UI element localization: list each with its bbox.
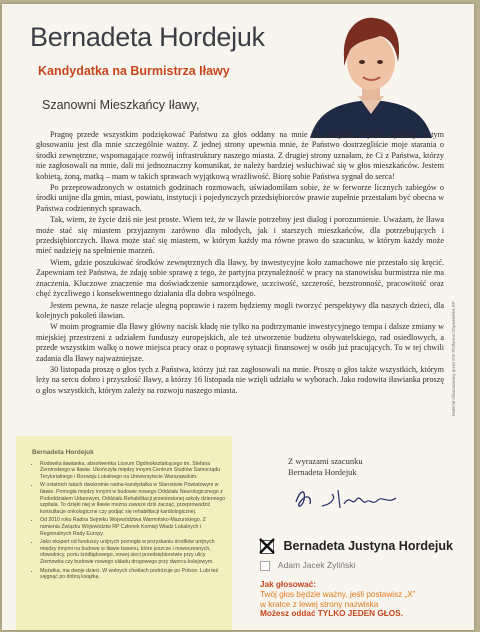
letter-paragraph: Tak, wiem, że życie dziś nie jest proste. Wiem też, że w Iławie potrzebny jest dialog i porozumienie. Uważam, że Iława może stać się miastem przyjaznym zarówno dla młodych, jak i starszych mieszkańców, dla potrzebujących i przedsiębiorczych. Iława może stać się miastem, w którym każdy ma równe prawo do szacunku, w którym każdy może mieć nadzieję na spełnienie marzeń. xyxy=(36,215,444,256)
letter-paragraph: 30 listopada proszę o głos tych z Państwa, którzy już raz zagłosowali na mnie. Proszę o głos także wszystkich, którym leży na sercu dobro i przyszłość Iławy, a którzy 16 listopada nie wzięli udziału w wyborach. Jako rodowita iławianka proszę o głos wszystkich, którym zależy na rozwoju naszego miasta. xyxy=(36,364,444,395)
closing-line: Z wyrazami szacunku xyxy=(288,456,363,466)
closing-name: Bernadeta Hordejuk xyxy=(288,467,357,477)
ballot-checkbox[interactable] xyxy=(260,561,270,571)
x-mark-icon xyxy=(258,537,276,555)
candidate-name: Bernadeta Hordejuk xyxy=(30,22,265,52)
leaflet xyxy=(2,4,474,630)
bio-panel xyxy=(16,436,232,630)
voting-instructions xyxy=(260,580,415,619)
financing-note: Materiał sfinansowany przez KW Platforma Obywatelska RP xyxy=(451,301,456,416)
salutation: Szanowni Mieszkańcy Iławy, xyxy=(42,98,200,112)
bio-item: • Rodowita iławianka, absolwentka Liceum Ogólnokształcącego im. Stefana Żeromskiego w Iławie. Ukończyła między innymi Centrum Studiów Samorządu Terytorialnego i Rozwoju Lokalnego na Uniwersytecie Warszawskim. xyxy=(40,461,226,481)
bio-item: • W ostatnich latach dwukrotnie radna-kandydatka w Starostwie Powiatowym w Iławie. Pomogła między innymi w budowie nowego Oddziału Neurologicznego z Pododdziałem Udarowym, Oddziału Rehabilitacji przeniesionej szkoły dziennego szpitala. To dzięki niej w Iławie można zawsze dziś zacząć, przeprowadzić konsultacje onkologiczne czy podjąć się rehabilitacji kardiologicznej. xyxy=(40,482,226,515)
bio-item: • Od 2010 roku Radna Sejmiku Województwa Warmińsko-Mazurskiego. Z ramienia Związku Województw RP Członek Komisji Władz Lokalnych i Regionalnych Rady Europy. xyxy=(40,517,226,537)
instructions-title: Jak głosować: xyxy=(260,580,316,589)
bio-list xyxy=(16,461,232,581)
closing xyxy=(288,456,363,478)
ballot-candidate-name: Bernadeta Justyna Hordejuk xyxy=(283,539,453,553)
bio-item: • Mężatka, ma dwoje dzieci. W wolnych chwilach podróżuje po Polsce. Lubi też sięgnąć po dobrą książkę. xyxy=(40,568,226,581)
letter-paragraph: Po przeprowadzonych w ostatnich godzinach rozmowach, uświadomiłam sobie, że w ferworze licznych zabiegów o środki unijne dla gmin, miast, powiatu, instytucji i pojedynczych przedsiębiorców prawie zupełnie przestałam być obecna w Państwa codziennych sprawach. xyxy=(36,183,444,213)
ballot-checkbox-checked[interactable] xyxy=(260,540,274,554)
candidate-subtitle: Kandydatka na Burmistrza Iławy xyxy=(38,64,230,78)
letter-paragraph: W moim programie dla Iławy główny nacisk kładę nie tylko na podtrzymanie inwestycyjnego tempa i dalsze zmiany w miejskiej przestrzeni z udziałem funduszy europejskich, ale też utworzenie budżetu obywatelskiego, rad osiedlowych, a przede wszystkim walkę o nowe miejsca pracy oraz o poprawę sytuacji finansowej w osób już pracujących. To w tej chwili zadania dla Iławy najważniejsze. xyxy=(36,322,444,363)
instructions-line: Możesz oddać TYLKO JEDEN GŁOS. xyxy=(260,609,403,619)
ballot-candidate-name: Adam Jacek Żyliński xyxy=(277,560,356,570)
bio-item: • Jako ekspert od funduszy unijnych pomogła w pozyskaniu środków unijnych między innymi na budowę w Iławie basenu, które jeszcze i nowoczesnych, obwodnicy, portu śródlądowego, nowej sieci przedsiębiorstwie przy ulicy Ziemowita czy budowie nowego układu drogowego przy dworcu kolejowym. xyxy=(40,539,226,565)
instructions-line: w kratce z lewej strony nazwiska xyxy=(260,599,379,609)
instructions-line: Twój głos będzie ważny, jeśli postawisz „X” xyxy=(260,589,416,599)
ballot-row xyxy=(260,560,355,571)
signature xyxy=(292,480,412,514)
candidate-portrait xyxy=(300,10,442,138)
letter-paragraph: Wiem, gdzie poszukiwać środków zewnętrznych dla Iławy, by inwestycyjne koło zamachowe nie przestało się kręcić. Zapewniam też Państwa, że zdaję sobie sprawę z tego, że partyjna przynależność w pracy na stanowisku burmistrza nie ma znaczenia. Kluczowe znaczenie ma doświadczenie samorządowe, uczciwość, szczerość, bezstronność, pracowitość oraz chęć życzliwego i konsekwentnego działania dla dobra wspólnego. xyxy=(36,257,444,299)
letter-paragraph: Pragnę przede wszystkim podziękować Państwu za głos oddany na mnie 16 listopada. Wynik uzyskany w tym głosowaniu jest dla mnie szczególnie ważny. Z jednej strony upewnia mnie, że Państwo dostrzegliście moje starania o środki zewnętrzne, wspomagające rozwój infrastruktury naszego miasta. Z drugiej strony uznałam, że Ci z Państwa, którzy nie zagłosowali na mnie, dali mi jednoznaczny komunikat, że należy bardziej wsłuchiwać się w głos mieszkańców. Jestem kobietą, żoną, matką – mam w takich sprawach wyjątkową wrażliwość. Biorę sobie Państwa sygnał do serca! xyxy=(36,130,444,181)
letter-body xyxy=(36,130,444,397)
ballot-row-selected xyxy=(260,539,453,554)
letter-paragraph: Jestem pewna, że nasze relacje ulegną poprawie i razem będziemy mogli tworzyć perspektywy dla naszych dzieci, dla kolejnych pokoleń iławian. xyxy=(36,300,444,320)
text-fade xyxy=(36,422,444,436)
bio-title: Bernadeta Hordejuk xyxy=(32,449,94,456)
